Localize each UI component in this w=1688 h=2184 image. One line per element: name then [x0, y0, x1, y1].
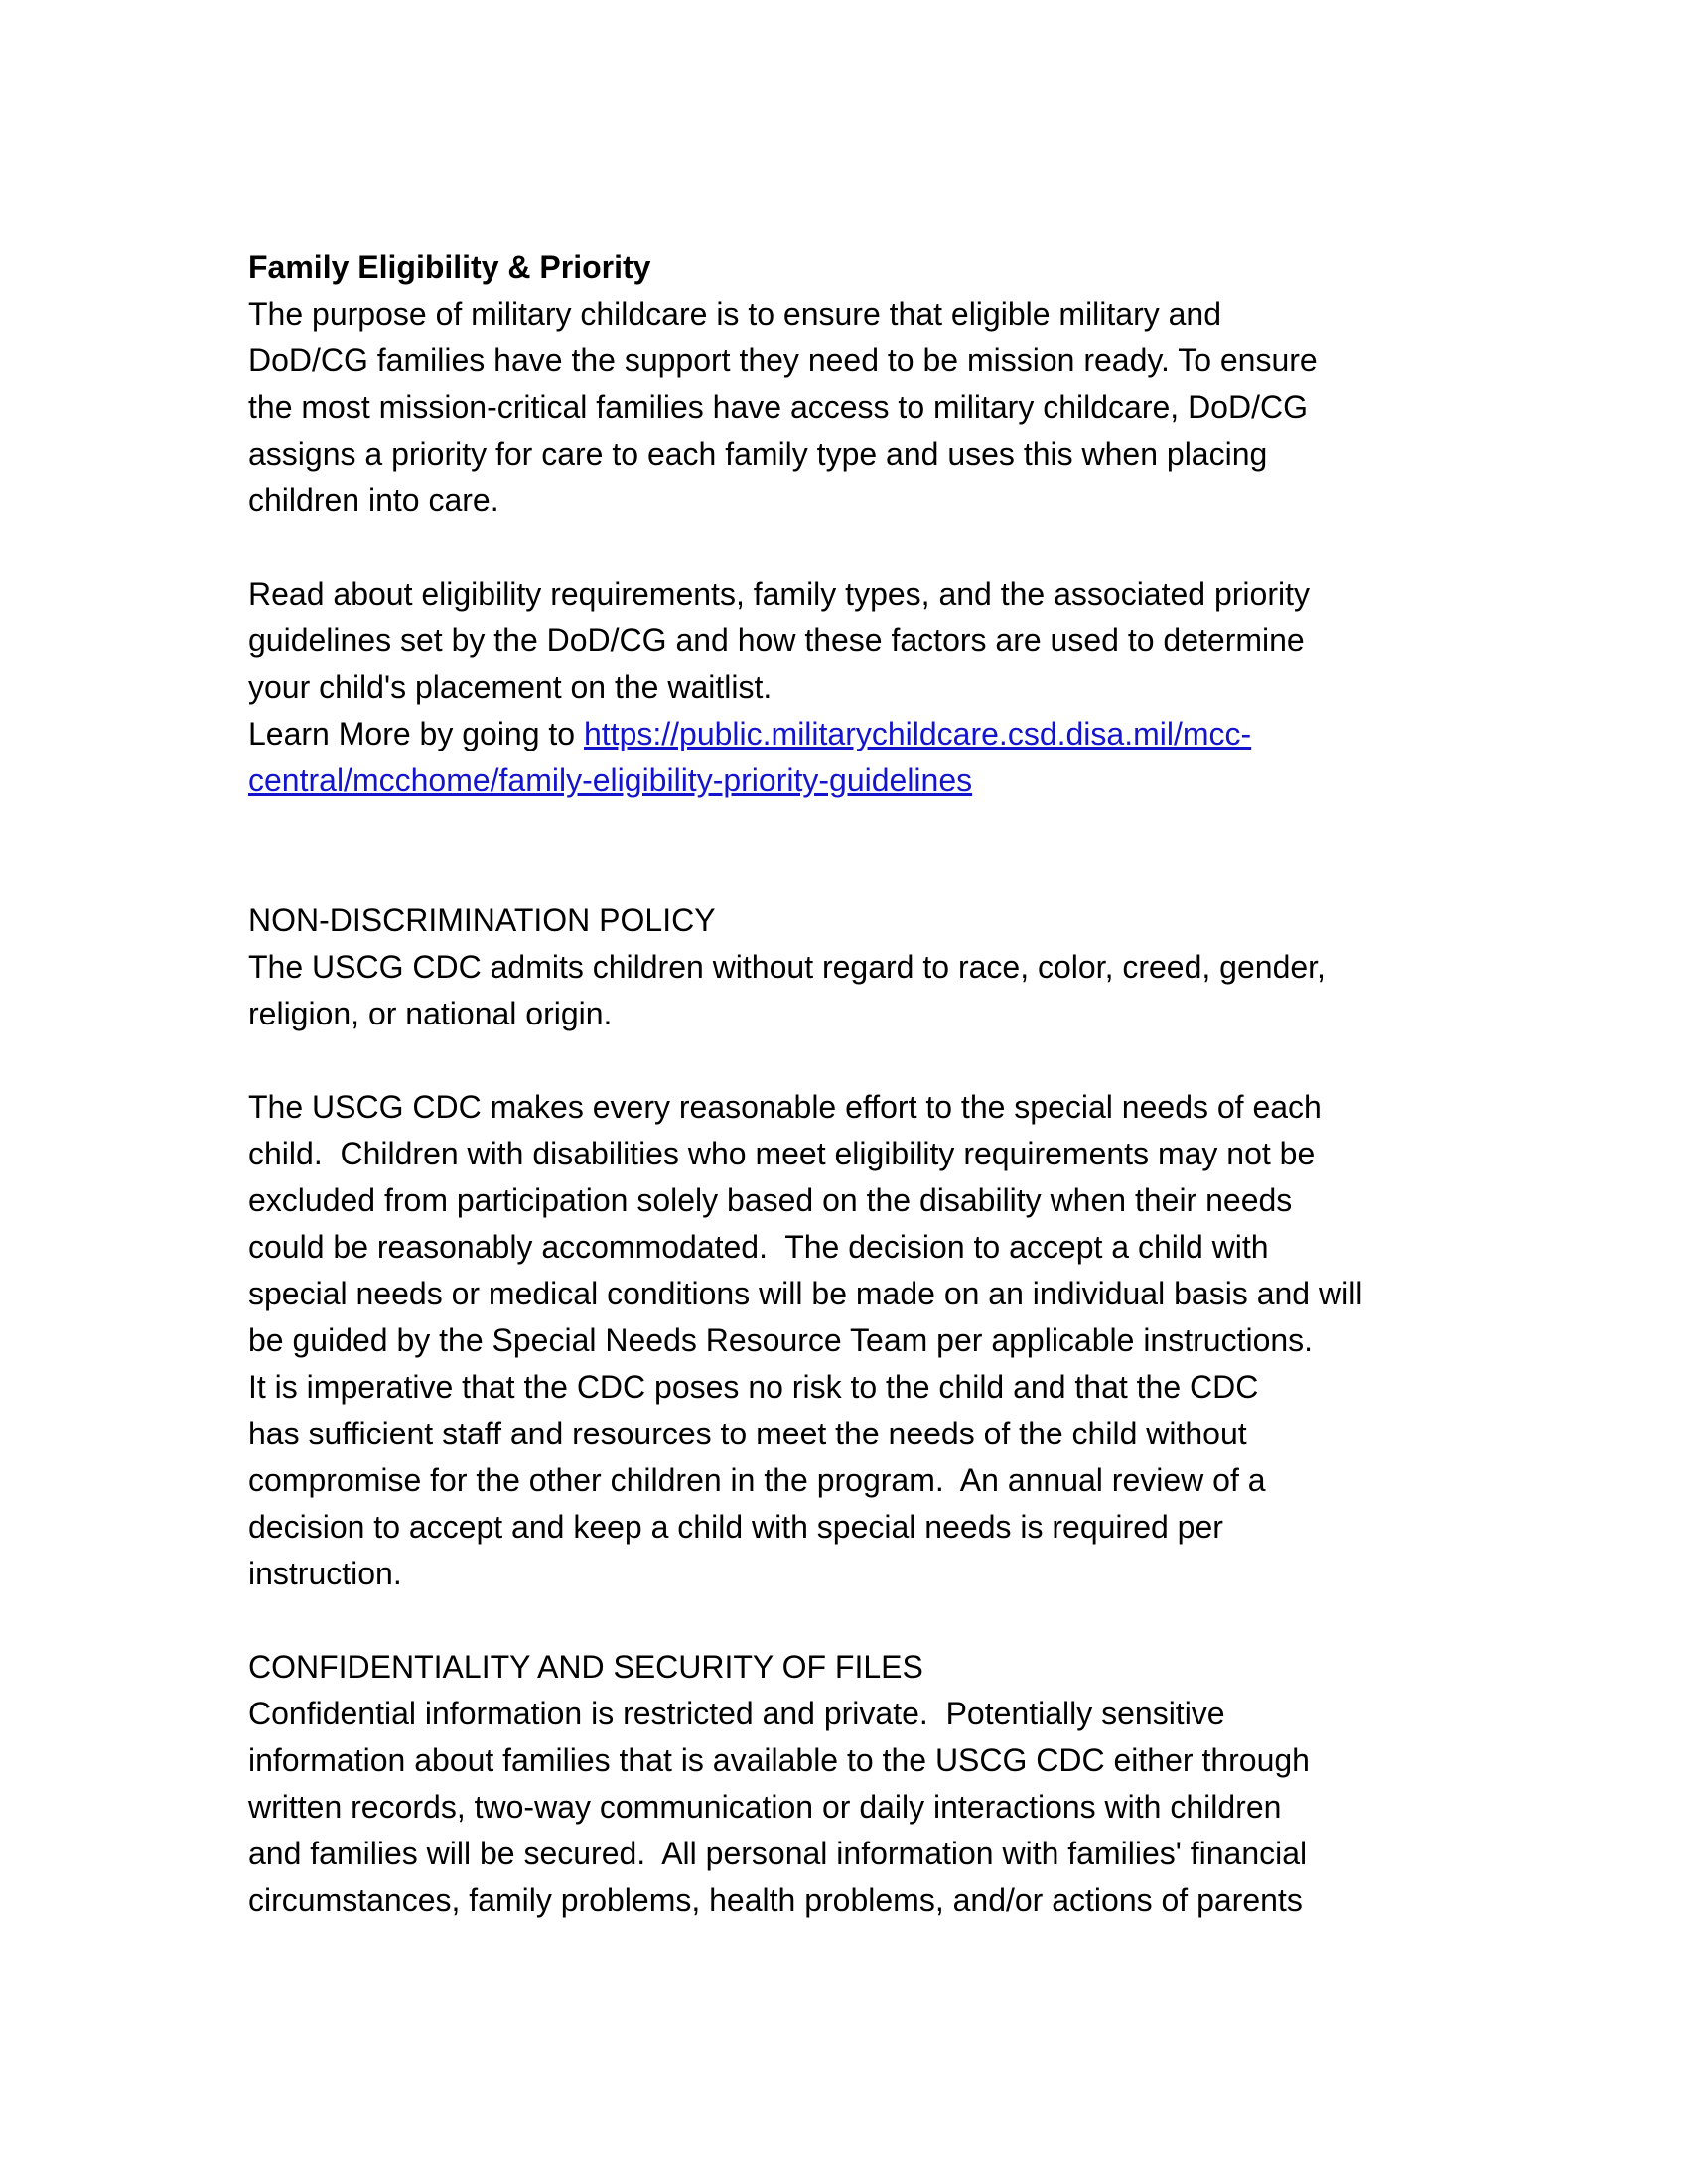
learn-more-block: [248, 711, 1470, 804]
paragraph-purpose: [248, 291, 1470, 524]
text-line: child. Children with disabilities who meet eligibility requirements may not be: [248, 1136, 1316, 1171]
text-line: Read about eligibility requirements, family types, and the associated priority: [248, 576, 1310, 612]
paragraph-admits-children: [248, 944, 1470, 1037]
section-heading-non-discrimination: NON-DISCRIMINATION POLICY: [248, 902, 716, 938]
blank-line: [248, 804, 1470, 897]
text-line: the most mission-critical families have access to military childcare, DoD/CG: [248, 389, 1308, 425]
text-line: The purpose of military childcare is to ensure that eligible military and: [248, 296, 1222, 332]
text-line: religion, or national origin.: [248, 996, 613, 1031]
blank-line: [248, 1597, 1470, 1644]
text-line: and families will be secured. All personal information with families' financial: [248, 1836, 1308, 1871]
text-line: The USCG CDC makes every reasonable effort to the special needs of each: [248, 1089, 1322, 1125]
text-line: written records, two-way communication or daily interactions with children: [248, 1789, 1282, 1825]
text-line: your child's placement on the waitlist.: [248, 669, 773, 705]
blank-line: [248, 524, 1470, 571]
paragraph-special-needs: [248, 1084, 1470, 1597]
document-page: [248, 244, 1470, 1924]
section-heading-family-eligibility: Family Eligibility & Priority: [248, 249, 651, 285]
mcc-eligibility-link[interactable]: https://public.militarychildcare.csd.disa.mil/mcc-: [583, 716, 1252, 751]
learn-more-line: [248, 757, 1470, 804]
text-line: has sufficient staff and resources to meet the needs of the child without: [248, 1416, 1247, 1451]
text-line: circumstances, family problems, health problems, and/or actions of parents: [248, 1882, 1303, 1918]
text-line: children into care.: [248, 482, 499, 518]
text-line: compromise for the other children in the program. An annual review of a: [248, 1462, 1266, 1498]
text-line: decision to accept and keep a child with special needs is required per: [248, 1509, 1223, 1545]
section-heading-confidentiality: CONFIDENTIALITY AND SECURITY OF FILES: [248, 1649, 923, 1685]
mcc-eligibility-link[interactable]: central/mcchome/family-eligibility-priority-guidelines: [248, 762, 973, 798]
paragraph-read-about: [248, 571, 1470, 711]
text-line: information about families that is available to the USCG CDC either through: [248, 1742, 1310, 1778]
learn-more-text: Learn More by going to: [248, 716, 584, 751]
learn-more-line: [248, 711, 1470, 757]
text-line: Confidential information is restricted and private. Potentially sensitive: [248, 1696, 1225, 1731]
text-line: special needs or medical conditions will be made on an individual basis and will: [248, 1276, 1363, 1311]
text-line: DoD/CG families have the support they need to be mission ready. To ensure: [248, 342, 1318, 378]
text-line: be guided by the Special Needs Resource Team per applicable instructions.: [248, 1322, 1314, 1358]
paragraph-confidential-info: [248, 1691, 1470, 1924]
text-line: It is imperative that the CDC poses no risk to the child and that the CDC: [248, 1369, 1259, 1405]
text-line: The USCG CDC admits children without regard to race, color, creed, gender,: [248, 949, 1326, 985]
text-line: excluded from participation solely based on the disability when their needs: [248, 1182, 1293, 1218]
text-line: instruction.: [248, 1556, 402, 1591]
text-line: assigns a priority for care to each family type and uses this when placing: [248, 436, 1268, 472]
blank-line: [248, 1037, 1470, 1084]
text-line: guidelines set by the DoD/CG and how these factors are used to determine: [248, 622, 1305, 658]
text-line: could be reasonably accommodated. The decision to accept a child with: [248, 1229, 1269, 1265]
